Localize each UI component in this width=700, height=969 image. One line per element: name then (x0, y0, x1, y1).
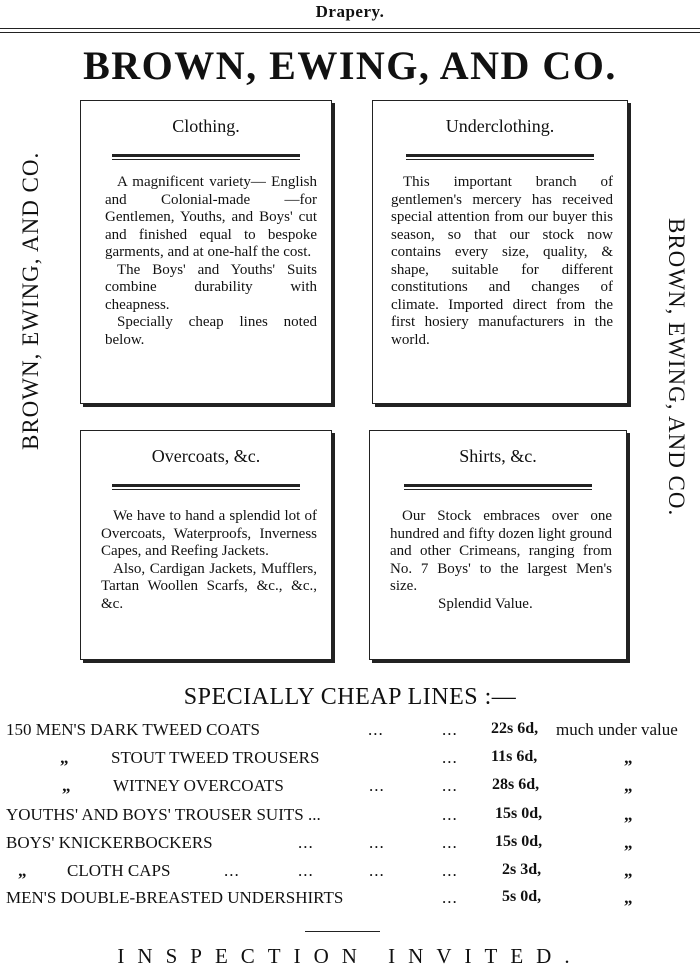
box-paragraph: The Boys' and Youths' Suits combine durability with cheapness. (105, 261, 317, 313)
box-title: Shirts, &c. (459, 446, 537, 466)
box-body (390, 508, 626, 613)
ditto-mark: „ (624, 748, 633, 767)
table-row (0, 805, 700, 831)
leader-dots: ... (298, 861, 314, 880)
box-clothing (80, 100, 332, 404)
item-price: 15s 0d, (495, 833, 543, 850)
box-underclothing (372, 100, 628, 404)
item-price: 5s 0d, (502, 888, 542, 905)
section-header: Drapery. (315, 2, 385, 21)
item-price: 15s 0d, (495, 805, 543, 822)
footer-invitation: INSPECTION INVITED. (117, 944, 583, 968)
box-paragraph: A magnificent variety— English and Colonial-made —for Gentlemen, Youths, and Boys' cut and finished equal to bespoke garments, and at one-half the cost. (105, 174, 317, 260)
item-name: CLOTH CAPS (67, 861, 171, 880)
leader-dots: ... (442, 748, 458, 767)
leader-dots: ... (442, 888, 458, 907)
ditto-mark: „ (624, 805, 633, 824)
header-rule (0, 32, 700, 33)
box-title: Overcoats, &c. (151, 446, 261, 466)
item-price: 11s 6d, (491, 748, 538, 765)
leader-dots: ... (369, 861, 385, 880)
item-note: much under value (556, 720, 678, 739)
leader-dots: ... (442, 861, 458, 880)
item-name: WITNEY OVERCOATS (113, 776, 284, 795)
item-name: MEN'S DOUBLE-BREASTED UNDERSHIRTS (6, 888, 344, 907)
leader-dots: ... (442, 805, 458, 824)
leader-dots: ... (368, 720, 384, 739)
ditto-mark: „ (62, 776, 71, 795)
box-body (105, 174, 331, 349)
item-name: BOYS' KNICKERBOCKERS (6, 833, 213, 852)
header-rule (0, 28, 700, 29)
box-paragraph: Specially cheap lines noted below. (105, 314, 317, 348)
ditto-mark: „ (624, 776, 633, 795)
box-paragraph: This important branch of gentlemen's mercery has received special attention from our buyer this season, so that our stock now contains every size, quality, & shape, suitable for different constitutions and changes of climate. Imported direct from the first hosiery manufacturers in the world. (391, 174, 613, 348)
leader-dots: ... (442, 833, 458, 852)
box-paragraph: Also, Cardigan Jackets, Mufflers, Tartan Woollen Scarfs, &c., &c., &c. (101, 560, 317, 612)
table-row (0, 748, 700, 774)
page-title: BROWN, EWING, AND CO. (83, 43, 617, 88)
ditto-mark: „ (624, 888, 633, 907)
box-paragraph: Our Stock embraces over one hundred and fifty dozen light ground and other Crimeans, ranging from No. 7 Boys' to the largest Men's size. (390, 508, 612, 594)
leader-dots: ... (442, 776, 458, 795)
box-title: Underclothing. (445, 116, 555, 136)
box-rule (404, 484, 592, 487)
box-paragraph: We have to hand a splendid lot of Overcoats, Waterproofs, Inverness Capes, and Reefing Jackets. (101, 508, 317, 559)
box-paragraph: Splendid Value. (438, 595, 533, 612)
box-rule (112, 484, 300, 487)
box-rule (112, 154, 300, 157)
box-title: Clothing. (172, 116, 240, 136)
cheap-lines-heading: SPECIALLY CHEAP LINES :— (183, 684, 517, 710)
side-text-right: BROWN, EWING, AND CO. (664, 218, 689, 517)
item-name: YOUTHS' AND BOYS' TROUSER SUITS ... (6, 805, 321, 824)
table-row (0, 861, 700, 887)
leader-dots: ... (369, 833, 385, 852)
box-body (101, 508, 331, 613)
table-row (0, 720, 700, 746)
item-name: 150 MEN'S DARK TWEED COATS (6, 720, 260, 739)
box-overcoats (80, 430, 332, 660)
box-rule (406, 154, 594, 157)
box-body (391, 174, 627, 349)
divider (305, 931, 380, 932)
side-text-left: BROWN, EWING, AND CO. (18, 151, 43, 450)
item-price: 28s 6d, (492, 776, 540, 793)
box-shirts (369, 430, 627, 660)
leader-dots: ... (369, 776, 385, 795)
leader-dots: ... (298, 833, 314, 852)
ditto-mark: „ (624, 833, 633, 852)
ditto-mark: „ (18, 861, 27, 880)
table-row (0, 833, 700, 859)
item-price: 22s 6d, (491, 720, 539, 737)
ditto-mark: „ (624, 861, 633, 880)
ditto-mark: „ (60, 748, 69, 767)
table-row (0, 888, 700, 914)
table-row (0, 776, 700, 802)
item-price: 2s 3d, (502, 861, 542, 878)
item-name: STOUT TWEED TROUSERS (111, 748, 320, 767)
leader-dots: ... (224, 861, 240, 880)
leader-dots: ... (442, 720, 458, 739)
